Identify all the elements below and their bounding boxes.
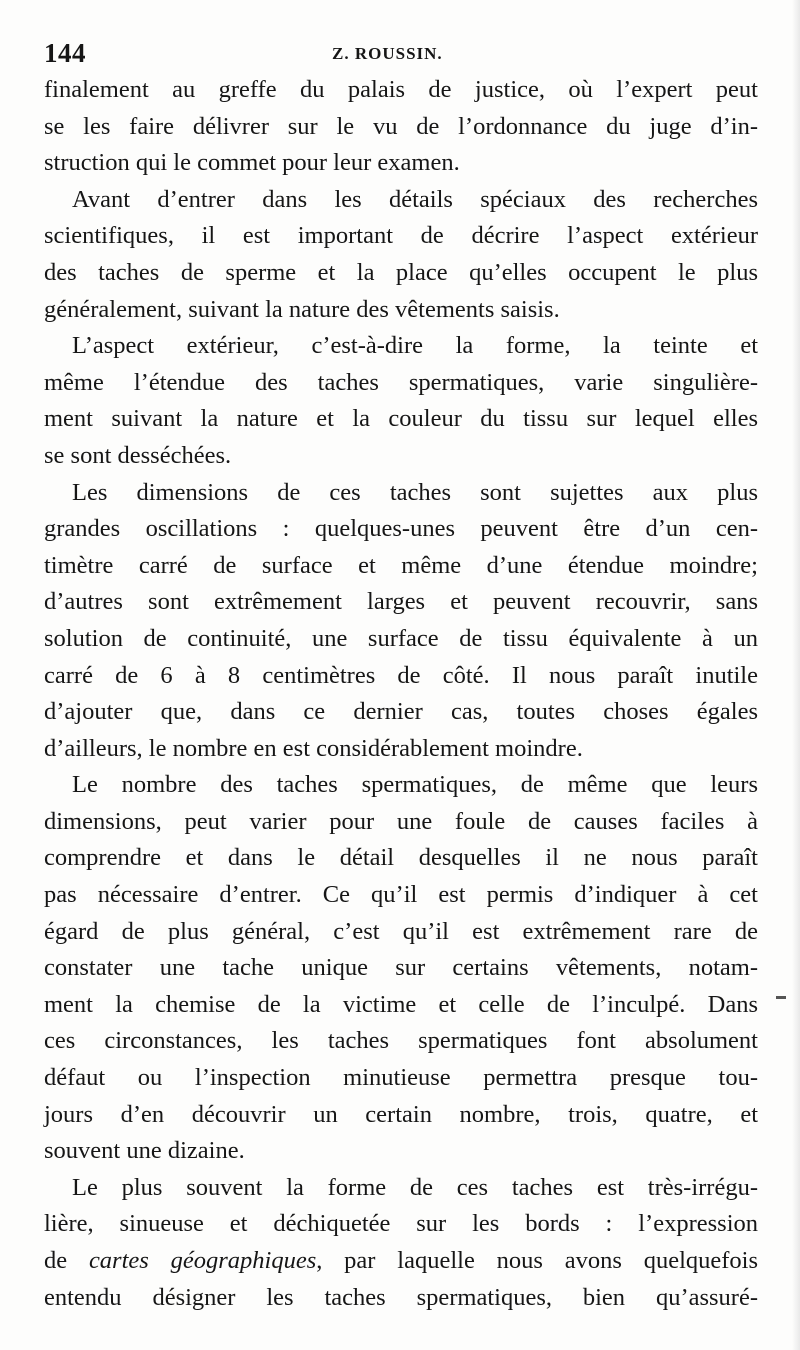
text-line: d’autres sont extrêmement larges et peuvent recouvrir, sans: [44, 588, 758, 616]
text-line: des taches de sperme et la place qu’elles occupent le plus: [44, 258, 758, 286]
text-line: ces circonstances, les taches spermatiques font absolument: [44, 1027, 758, 1055]
paragraph-3: [44, 328, 758, 474]
paragraph-5: [44, 767, 758, 1170]
italic-phrase: cartes géographiques: [88, 1247, 317, 1274]
page-header: [44, 36, 764, 70]
running-head: Z. ROUSSIN.: [332, 44, 443, 63]
text-line: carré de 6 à 8 centimètres de côté. Il nous paraît inutile: [44, 661, 758, 689]
text-line: lière, sinueuse et déchiquetée sur les bords : l’expression: [44, 1210, 758, 1238]
line-prefix: de: [44, 1247, 89, 1274]
text-line: défaut ou l’inspection minutieuse permettra presque tou-: [44, 1064, 758, 1092]
text-line: grandes oscillations : quelques-unes peuvent être d’un cen-: [44, 515, 758, 543]
text-line: Le nombre des taches spermatiques, de même que leurs: [72, 771, 758, 799]
text-line: Les dimensions de ces taches sont sujettes aux plus: [72, 478, 758, 506]
text-line: se les faire délivrer sur le vu de l’ordonnance du juge d’in-: [44, 112, 758, 140]
text-line: entendu désigner les taches spermatiques, bien qu’assuré-: [44, 1283, 758, 1311]
text-line: pas nécessaire d’entrer. Ce qu’il est permis d’indiquer à cet: [44, 881, 758, 909]
text-line: d’ailleurs, le nombre en est considérablement moindre.: [44, 734, 583, 762]
text-line: d’ajouter que, dans ce dernier cas, toutes choses égales: [44, 698, 758, 726]
line-suffix: , par laquelle nous avons quelquefois: [316, 1247, 759, 1274]
text-line: souvent une dizaine.: [44, 1137, 245, 1165]
body-text: [44, 72, 758, 1316]
text-line: L’aspect extérieur, c’est-à-dire la forme, la teinte et: [72, 332, 758, 360]
text-line: jours d’en découvrir un certain nombre, trois, quatre, et: [44, 1100, 758, 1128]
text-line: égard de plus général, c’est qu’il est extrêmement rare de: [44, 917, 758, 945]
text-line: constater une tache unique sur certains vêtements, notam-: [44, 954, 758, 982]
text-line: comprendre et dans le détail desquelles il ne nous paraît: [44, 844, 758, 872]
text-line: généralement, suivant la nature des vêtements saisis.: [44, 295, 560, 323]
text-line: timètre carré de surface et même d’une étendue moindre;: [44, 551, 758, 579]
margin-mark: [776, 996, 786, 999]
text-line: ment suivant la nature et la couleur du tissu sur lequel elles: [44, 405, 758, 433]
paragraph-6: [44, 1170, 758, 1316]
text-line: dimensions, peut varier pour une foule de causes faciles à: [44, 807, 758, 835]
text-line-with-italic: [44, 1243, 758, 1280]
paragraph-1: [44, 72, 758, 182]
text-line: ment la chemise de la victime et celle de l’inculpé. Dans: [44, 990, 758, 1018]
text-line: solution de continuité, une surface de tissu équivalente à un: [44, 624, 758, 652]
text-line: se sont desséchées.: [44, 441, 232, 469]
page-edge-shadow: [792, 0, 800, 1350]
text-line: finalement au greffe du palais de justice, où l’expert peut: [44, 76, 758, 103]
text-line: struction qui le commet pour leur examen.: [44, 149, 460, 177]
text-line: Avant d’entrer dans les détails spéciaux des recherches: [72, 185, 758, 213]
text-line: scientifiques, il est important de décrire l’aspect extérieur: [44, 222, 758, 250]
paragraph-2: [44, 182, 758, 328]
text-line: Le plus souvent la forme de ces taches est très-irrégu-: [72, 1173, 758, 1201]
page-number: 144: [44, 38, 86, 68]
paragraph-4: [44, 475, 758, 768]
text-line: même l’étendue des taches spermatiques, varie singulière-: [44, 368, 758, 396]
